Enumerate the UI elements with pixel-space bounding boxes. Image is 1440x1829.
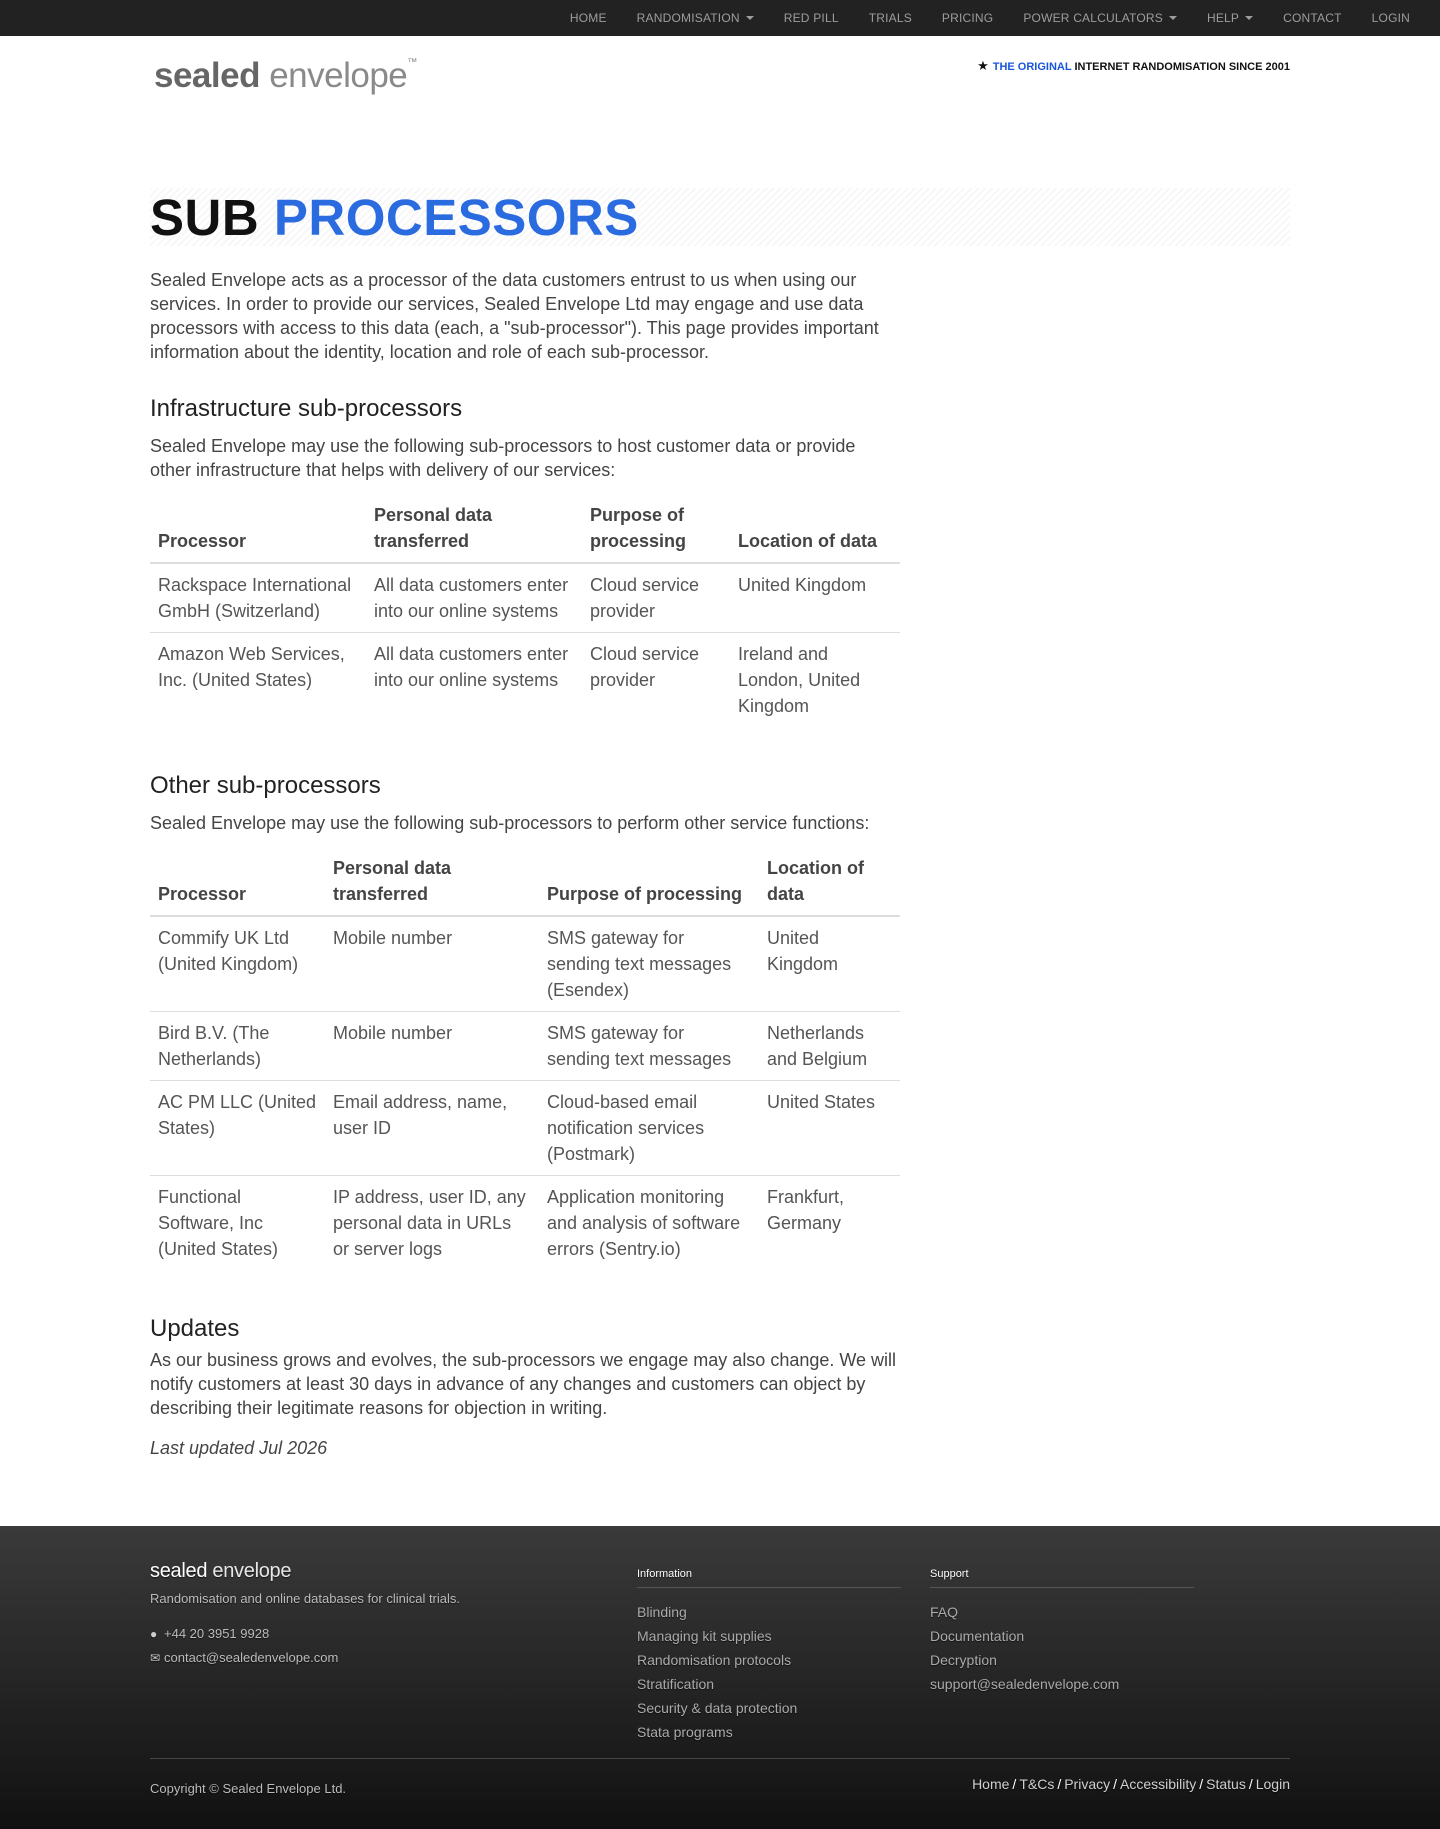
separator: / xyxy=(1012,1776,1017,1792)
envelope-icon: ✉ xyxy=(150,1651,161,1665)
footer-link-stata-programs[interactable]: Stata programs xyxy=(637,1724,733,1740)
site-footer xyxy=(0,1526,1440,1829)
footer-bottom-link-status[interactable]: Status xyxy=(1206,1776,1246,1792)
separator: / xyxy=(1248,1776,1253,1792)
cell-processor: Commify UK Ltd (United Kingdom) xyxy=(158,928,299,974)
page-title-word1: SUB xyxy=(150,188,260,246)
cell-location: Frankfurt, Germany xyxy=(759,1176,900,1271)
footer-phone-text: +44 20 3951 9928 xyxy=(164,1626,270,1641)
nav-power-calculators-label: POWER CALCULATORS xyxy=(1023,11,1163,25)
logo-trademark: ™ xyxy=(407,57,417,68)
cell-personal-data: Mobile number xyxy=(333,928,453,948)
table-row xyxy=(150,1081,900,1176)
site-header xyxy=(150,36,1290,116)
nav-red-pill[interactable] xyxy=(769,0,854,36)
footer-link-stratification[interactable]: Stratification xyxy=(637,1676,715,1692)
cell-personal-data: All data customers enter into our online systems xyxy=(366,633,582,728)
footer-description: Randomisation and online databases for clinical trials. xyxy=(150,1591,461,1606)
cell-personal-data: All data customers enter into our online systems xyxy=(374,575,569,621)
column-header-location: Location of data xyxy=(730,494,900,563)
other-description: Sealed Envelope may use the following sub-processors to perform other service functions: xyxy=(150,813,870,833)
page-title-word2: PROCESSORS xyxy=(273,188,639,246)
cell-personal-data: IP address, user ID, any personal data in URLs or server logs xyxy=(325,1176,539,1271)
cell-personal-data: Email address, name, user ID xyxy=(325,1081,539,1176)
table-header-row xyxy=(150,847,900,916)
column-header-purpose: Purpose of processing xyxy=(582,494,730,563)
page-title xyxy=(150,188,639,246)
footer-logo-sealed: sealed xyxy=(150,1560,208,1582)
table-row xyxy=(150,916,900,1012)
separator: / xyxy=(1113,1776,1117,1792)
tagline xyxy=(977,14,1290,74)
other-heading: Other sub-processors xyxy=(150,772,381,799)
footer-bottom-link-login[interactable]: Login xyxy=(1255,1776,1290,1792)
footer-divider xyxy=(150,1758,1290,1759)
cell-purpose: SMS gateway for sending text messages xyxy=(539,1012,759,1081)
cell-location: United States xyxy=(759,1081,900,1176)
footer-link-documentation[interactable]: Documentation xyxy=(930,1628,1025,1644)
caret-down-icon xyxy=(746,16,754,20)
footer-information-column xyxy=(637,1568,901,1744)
separator: / xyxy=(1057,1776,1062,1792)
footer-email[interactable] xyxy=(150,1646,550,1670)
user-icon: ● xyxy=(150,1627,158,1641)
column-header-personal-data: Personal data transferred xyxy=(325,847,539,916)
table-row xyxy=(150,1176,900,1271)
cell-location: United Kingdom xyxy=(738,575,867,595)
cell-location: Netherlands and Belgium xyxy=(759,1012,900,1081)
footer-logo-envelope: envelope xyxy=(212,1560,292,1582)
nav-contact-label: CONTACT xyxy=(1283,11,1342,25)
nav-randomisation[interactable] xyxy=(622,0,769,36)
intro-paragraph: Sealed Envelope acts as a processor of the data customers entrust to us when using our services. In order to provide our services, Sealed Envelope Ltd may engage and use data processors with access to this data (each, a "sub-processor"). This page provides important information about the identity, location and role of each sub-processor. xyxy=(150,270,879,362)
cell-processor: Rackspace International GmbH (Switzerland) xyxy=(158,575,352,621)
star-icon: ★ xyxy=(977,58,989,73)
cell-processor: Bird B.V. (The Netherlands) xyxy=(150,1012,325,1081)
footer-link-decryption[interactable]: Decryption xyxy=(930,1652,997,1668)
logo-text-envelope: envelope xyxy=(259,56,408,95)
table-row xyxy=(150,563,900,633)
nav-red-pill-label: RED PILL xyxy=(783,11,839,25)
footer-inner xyxy=(150,1526,1290,1829)
nav-home-label: HOME xyxy=(569,11,607,25)
cell-location: Ireland and London, United Kingdom xyxy=(730,633,900,728)
cell-purpose: Application monitoring and analysis of software errors (Sentry.io) xyxy=(539,1176,759,1271)
footer-email-text: contact@sealedenvelope.com xyxy=(164,1650,339,1665)
footer-bottom-links xyxy=(972,1776,1290,1792)
nav-randomisation-label: RANDOMISATION xyxy=(636,11,740,25)
infrastructure-description: Sealed Envelope may use the following sub-processors to host customer data or provide other infrastructure that helps with delivery of our services: xyxy=(150,436,856,480)
tagline-text: INTERNET RANDOMISATION SINCE 2001 xyxy=(1071,61,1290,73)
column-header-personal-data: Personal data transferred xyxy=(366,494,582,563)
page-title-bar xyxy=(150,188,1290,246)
footer-link-blinding[interactable]: Blinding xyxy=(637,1604,687,1620)
footer-support-column xyxy=(930,1568,1194,1696)
footer-bottom-link-tcs[interactable]: T&Cs xyxy=(1019,1776,1055,1792)
footer-phone xyxy=(150,1622,550,1646)
separator: / xyxy=(1199,1776,1204,1792)
column-header-purpose: Purpose of processing xyxy=(539,847,759,916)
updates-paragraph: As our business grows and evolves, the sub-processors we engage may also change. We will notify customers at least 30 days in advance of any changes and customers can object by describing their legitimate reasons for objection in writing. xyxy=(150,1350,897,1418)
other-table xyxy=(150,847,900,1270)
tagline-accent: THE ORIGINAL xyxy=(992,61,1072,73)
table-row xyxy=(150,633,900,728)
cell-purpose: SMS gateway for sending text messages (Esendex) xyxy=(547,928,732,1000)
cell-location: United Kingdom xyxy=(767,928,839,974)
cell-personal-data: Mobile number xyxy=(325,1012,539,1081)
footer-copyright: Copyright © Sealed Envelope Ltd. xyxy=(150,1781,347,1796)
table-row xyxy=(150,1012,900,1081)
cell-processor: AC PM LLC (United States) xyxy=(150,1081,325,1176)
cell-purpose: Cloud service provider xyxy=(582,633,730,728)
nav-home[interactable] xyxy=(555,0,622,36)
main-content xyxy=(150,268,900,1460)
footer-contact xyxy=(150,1622,550,1670)
cell-processor: Functional Software, Inc (United States) xyxy=(150,1176,325,1271)
column-header-processor: Processor xyxy=(150,494,366,563)
nav-trials[interactable] xyxy=(854,0,927,36)
footer-link-support-email[interactable]: support@sealedenvelope.com xyxy=(930,1676,1120,1692)
footer-information-heading: Information xyxy=(637,1568,901,1588)
footer-brand xyxy=(150,1560,550,1670)
footer-bottom-link-privacy[interactable]: Privacy xyxy=(1064,1776,1111,1792)
column-header-processor: Processor xyxy=(150,847,325,916)
infrastructure-table xyxy=(150,494,900,727)
cell-purpose: Cloud service provider xyxy=(590,575,700,621)
infrastructure-heading: Infrastructure sub-processors xyxy=(150,395,463,422)
nav-help-label: HELP xyxy=(1206,11,1240,25)
nav-pricing-label: PRICING xyxy=(941,11,994,25)
nav-trials-label: TRIALS xyxy=(868,11,912,25)
footer-bottom-link-accessibility[interactable]: Accessibility xyxy=(1120,1776,1197,1792)
last-updated: Last updated Jul 2026 xyxy=(150,1438,328,1458)
page-container xyxy=(150,36,1290,1460)
table-header-row xyxy=(150,494,900,563)
column-header-location: Location of data xyxy=(759,847,900,916)
cell-processor: Amazon Web Services, Inc. (United States) xyxy=(150,633,366,728)
footer-link-security[interactable]: Security & data protection xyxy=(637,1700,798,1716)
logo-text-sealed: sealed xyxy=(154,56,260,95)
nav-login-label: LOGIN xyxy=(1371,11,1410,25)
footer-logo[interactable] xyxy=(150,1560,550,1583)
footer-link-managing-kit-supplies[interactable]: Managing kit supplies xyxy=(637,1628,772,1644)
nav-login[interactable] xyxy=(1357,0,1425,36)
footer-link-faq[interactable]: FAQ xyxy=(930,1604,959,1620)
updates-heading: Updates xyxy=(150,1315,240,1342)
footer-support-heading: Support xyxy=(930,1568,1194,1588)
cell-purpose: Cloud-based email notification services (Postmark) xyxy=(539,1081,759,1176)
footer-link-randomisation-protocols[interactable]: Randomisation protocols xyxy=(637,1652,792,1668)
site-logo[interactable] xyxy=(150,58,417,93)
footer-bottom-link-home[interactable]: Home xyxy=(972,1776,1010,1792)
